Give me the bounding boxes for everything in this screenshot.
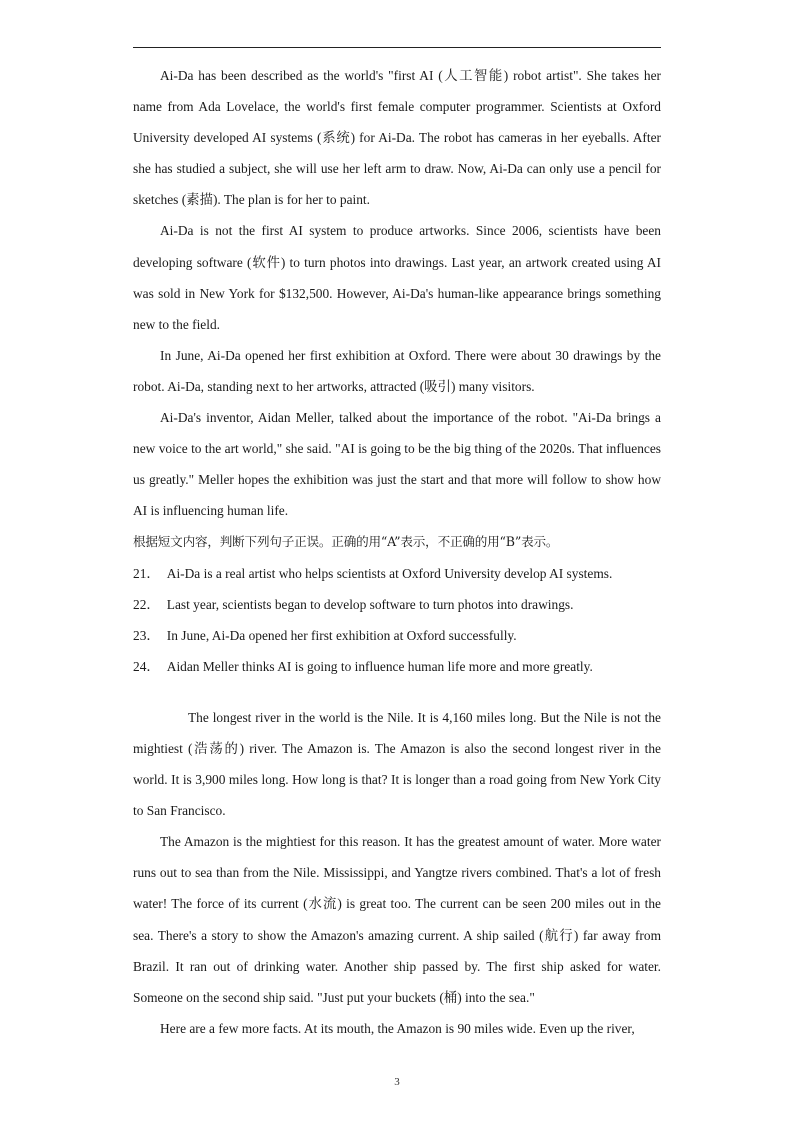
question-23 bbox=[133, 620, 661, 651]
question-22 bbox=[133, 589, 661, 620]
page-content bbox=[133, 60, 661, 1044]
passage-a-paragraph: Ai-Da's inventor, Aidan Meller, talked about the importance of the robot. "Ai-Da brings a new voice to the art world," she said. "AI is going to be the big thing of the 2020s. That influences us greatly." Meller hopes the exhibition was just the start and that more will follow to show how AI is influencing human life. bbox=[133, 410, 661, 519]
passage-b-paragraph: The longest river in the world is the Nile. It is 4,160 miles long. But the Nile is not the mightiest (浩荡的) river. The Amazon is. The Amazon is also the second longest river in the world. It is 3,900 miles long. How long is that? It is longer than a road going from New York City to San Francisco. bbox=[133, 709, 661, 819]
question-text: Ai-Da is a real artist who helps scientists at Oxford University develop AI systems. bbox=[166, 565, 613, 581]
page-number: 3 bbox=[394, 1076, 400, 1088]
passage-b-paragraph: Here are a few more facts. At its mouth, the Amazon is 90 miles wide. Even up the river, bbox=[160, 1020, 635, 1036]
question-24 bbox=[133, 651, 661, 682]
question-number: 23． bbox=[133, 627, 160, 643]
passage-b-paragraph: The Amazon is the mightiest for this reason. It has the greatest amount of water. More water runs out to sea than from the Nile. Mississippi, and Yangtze rivers combined. That's a lot of fresh water! The force of its current (水流) is great too. The current can be seen 200 miles out in the sea. There's a story to show the Amazon's amazing current. A ship sailed (航行) far away from Brazil. It ran out of drinking water. Another ship passed by. The first ship asked for water. Someone on the second ship said. "Just put your buckets (桶) into the sea." bbox=[133, 834, 661, 1005]
question-number: 24． bbox=[133, 658, 160, 674]
passage-gap bbox=[133, 682, 661, 702]
question-text: Aidan Meller thinks AI is going to influence human life more and more greatly. bbox=[166, 658, 593, 674]
question-number: 21． bbox=[133, 565, 160, 581]
header-rule bbox=[133, 47, 661, 48]
question-number: 22． bbox=[133, 596, 160, 612]
question-text: Last year, scientists began to develop software to turn photos into drawings. bbox=[166, 596, 574, 612]
passage-a-paragraph: In June, Ai-Da opened her first exhibition at Oxford. There were about 30 drawings by the robot. Ai-Da, standing next to her artworks, attracted (吸引) many visitors. bbox=[133, 347, 661, 394]
passage-a-paragraph: Ai-Da has been described as the world's "first AI (人工智能) robot artist". She takes her name from Ada Lovelace, the world's first female computer programmer. Scientists at Oxford University developed AI systems (系统) for Ai-Da. The robot has cameras in her eyeballs. After she has studied a subject, she will use her left arm to draw. Now, Ai-Da can only use a pencil for sketches (素描). The plan is for her to paint. bbox=[133, 68, 661, 208]
instruction-text: 根据短文内容，判断下列句子正误。正确的用“A”表示，不正确的用“B”表示。 bbox=[133, 534, 559, 550]
question-21 bbox=[133, 558, 661, 589]
question-text: In June, Ai-Da opened her first exhibition at Oxford successfully. bbox=[166, 627, 517, 643]
passage-a-paragraph: Ai-Da is not the first AI system to produce artworks. Since 2006, scientists have been developing software (软件) to turn photos into drawings. Last year, an artwork created using AI was sold in New York for $132,500. However, Ai-Da's human-like appearance brings something new to the field. bbox=[133, 223, 661, 332]
